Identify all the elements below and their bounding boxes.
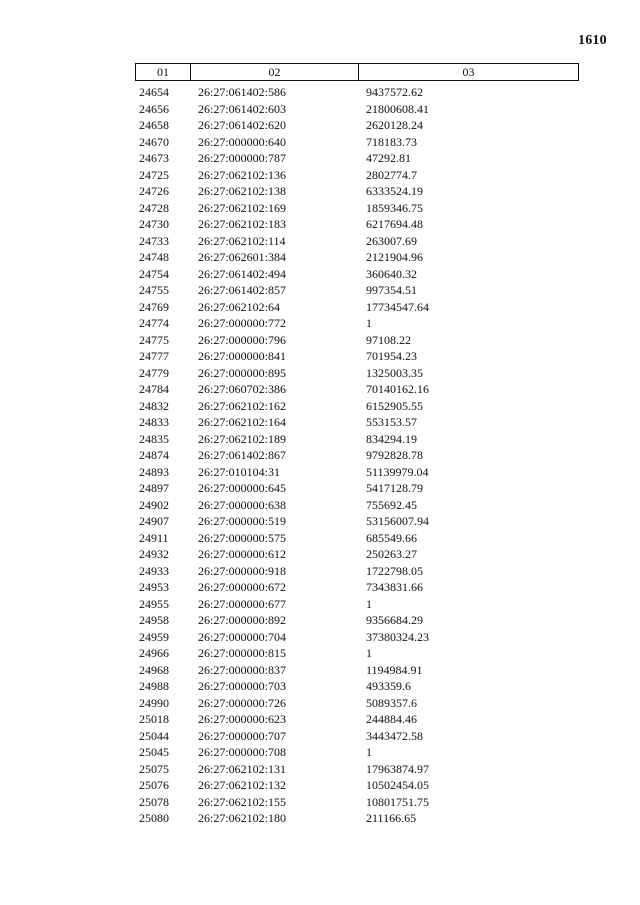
table-cell-02: 26:27:000000:895 [198, 365, 287, 380]
table-row [0, 249, 640, 266]
table-cell-03: 1 [366, 745, 372, 759]
table-cell-03: 211166.65 [366, 811, 417, 825]
table-cell-02: 26:27:061402:857 [198, 283, 287, 297]
table-cell-03: 2121904.96 [366, 250, 423, 264]
table-row [0, 414, 640, 431]
table-cell-03: 97108.22 [366, 332, 411, 347]
table-cell-02: 26:27:062102:131 [198, 761, 287, 776]
table-cell-01: 25044 [139, 728, 169, 743]
table-row [0, 200, 640, 217]
table-cell-03: 9792828.78 [366, 448, 423, 462]
table-cell-01: 24907 [139, 514, 169, 528]
table-cell-03: 37380324.23 [366, 629, 429, 644]
table-cell-02: 26:27:000000:638 [198, 497, 287, 512]
table-cell-03: 718183.73 [366, 134, 417, 149]
table-row [0, 101, 640, 118]
table-row [0, 744, 640, 761]
table-row [0, 810, 640, 827]
table-row [0, 546, 640, 563]
table-row [0, 662, 640, 679]
table-row [0, 596, 640, 613]
table-cell-01: 24874 [139, 448, 169, 462]
table-cell-02: 26:27:061402:603 [198, 101, 287, 116]
table-cell-02: 26:27:062102:169 [198, 200, 287, 215]
table-row [0, 332, 640, 349]
table-cell-01: 24959 [139, 629, 169, 644]
table-cell-02: 26:27:062102:132 [198, 778, 287, 792]
table-row [0, 645, 640, 662]
table-cell-03: 1 [366, 646, 372, 660]
table-cell-02: 26:27:000000:841 [198, 349, 287, 363]
table-cell-01: 24673 [139, 151, 169, 165]
table-cell-01: 24775 [139, 332, 169, 347]
table-cell-02: 26:27:000000:645 [198, 481, 287, 495]
table-cell-03: 6152905.55 [366, 398, 423, 413]
table-cell-02: 26:27:000000:704 [198, 629, 287, 644]
table-cell-02: 26:27:000000:672 [198, 580, 287, 594]
table-cell-02: 26:27:000000:708 [198, 745, 287, 759]
table-cell-03: 17734547.64 [366, 299, 429, 314]
table-cell-01: 24748 [139, 250, 169, 264]
table-cell-01: 24784 [139, 382, 169, 396]
table-cell-02: 26:27:062102:183 [198, 217, 287, 231]
table-cell-02: 26:27:000000:707 [198, 728, 287, 743]
table-cell-01: 24728 [139, 200, 169, 215]
table-cell-02: 26:27:000000:640 [198, 134, 287, 149]
table-row [0, 579, 640, 596]
table-row [0, 530, 640, 547]
table-cell-02: 26:27:062102:114 [198, 233, 286, 248]
table-cell-01: 24779 [139, 365, 169, 380]
table-cell-02: 26:27:062102:155 [198, 794, 287, 809]
table-row [0, 381, 640, 398]
table-row [0, 794, 640, 811]
table-cell-01: 24968 [139, 662, 169, 677]
table-cell-03: 834294.19 [366, 431, 417, 446]
table-cell-02: 26:27:062102:164 [198, 415, 287, 429]
table-cell-02: 26:27:000000:772 [198, 316, 287, 330]
table-row [0, 563, 640, 580]
table-cell-02: 26:27:060702:386 [198, 382, 287, 396]
table-cell-02: 26:27:000000:623 [198, 712, 287, 726]
table-row [0, 282, 640, 299]
table-cell-02: 26:27:000000:726 [198, 695, 287, 710]
table-cell-02: 26:27:000000:815 [198, 646, 287, 660]
table-row [0, 678, 640, 695]
table-cell-01: 25080 [139, 811, 169, 825]
table-cell-02: 26:27:000000:575 [198, 530, 287, 545]
table-cell-03: 10801751.75 [366, 794, 429, 809]
table-cell-01: 24911 [139, 530, 169, 545]
table-row [0, 497, 640, 514]
table-cell-03: 1 [366, 596, 372, 611]
table-row [0, 398, 640, 415]
table-cell-03: 685549.66 [366, 530, 417, 545]
page-number: 1610 [578, 33, 607, 48]
table-cell-01: 24953 [139, 580, 169, 594]
table-cell-01: 24755 [139, 283, 169, 297]
table-cell-01: 24656 [139, 101, 169, 116]
table-cell-03: 2802774.7 [366, 167, 417, 182]
table-cell-02: 26:27:062601:384 [198, 250, 287, 264]
table-row [0, 629, 640, 646]
table-cell-01: 25078 [139, 794, 169, 809]
table-cell-02: 26:27:000000:677 [198, 596, 287, 611]
table-cell-03: 1325003.35 [366, 365, 423, 380]
table-row [0, 777, 640, 794]
table-cell-03: 9356684.29 [366, 613, 423, 627]
table-cell-02: 26:27:010104:31 [198, 464, 281, 479]
column-header-01: 01 [136, 64, 191, 80]
table-cell-01: 24725 [139, 167, 169, 182]
table-cell-01: 24777 [139, 349, 169, 363]
table-cell-01: 24654 [139, 85, 169, 99]
table-cell-02: 26:27:062102:180 [198, 811, 287, 825]
table-row [0, 117, 640, 134]
table-cell-01: 24833 [139, 415, 169, 429]
table-cell-02: 26:27:000000:837 [198, 662, 287, 677]
table-cell-03: 2620128.24 [366, 118, 423, 132]
table-cell-01: 24933 [139, 563, 169, 578]
table-row [0, 431, 640, 448]
table-cell-02: 26:27:061402:586 [198, 85, 287, 99]
table-cell-03: 5417128.79 [366, 481, 423, 495]
table-row [0, 761, 640, 778]
table-row [0, 150, 640, 167]
table-cell-03: 9437572.62 [366, 85, 423, 99]
table-cell-01: 24832 [139, 398, 169, 413]
table-row [0, 711, 640, 728]
table-cell-01: 24726 [139, 184, 169, 198]
table-cell-01: 24835 [139, 431, 169, 446]
table-cell-01: 24966 [139, 646, 169, 660]
table-row [0, 464, 640, 481]
table-cell-03: 6333524.19 [366, 184, 423, 198]
table-cell-02: 26:27:061402:494 [198, 266, 287, 281]
table-cell-03: 1 [366, 316, 372, 330]
table-cell-01: 24988 [139, 679, 169, 693]
table-cell-03: 3443472.58 [366, 728, 423, 743]
table-cell-01: 24958 [139, 613, 169, 627]
table-cell-01: 24932 [139, 547, 169, 561]
table-cell-03: 997354.51 [366, 283, 417, 297]
table-cell-01: 24897 [139, 481, 169, 495]
table-cell-01: 24893 [139, 464, 169, 479]
table-cell-02: 26:27:062102:64 [198, 299, 281, 314]
table-cell-02: 26:27:062102:189 [198, 431, 287, 446]
table-cell-01: 24670 [139, 134, 169, 149]
table-cell-03: 17963874.97 [366, 761, 429, 776]
table-cell-01: 24754 [139, 266, 169, 281]
column-header-03: 03 [462, 65, 475, 79]
table-header [135, 63, 579, 81]
table-cell-03: 10502454.05 [366, 778, 429, 792]
table-cell-01: 24658 [139, 118, 169, 132]
table-cell-01: 25018 [139, 712, 169, 726]
table-cell-03: 7343831.66 [366, 580, 423, 594]
table-cell-02: 26:27:062102:136 [198, 167, 287, 182]
table-cell-01: 24733 [139, 233, 169, 248]
table-row [0, 84, 640, 101]
table-row [0, 513, 640, 530]
table-row [0, 299, 640, 316]
table-cell-03: 51139979.04 [366, 464, 429, 479]
table-cell-03: 1722798.05 [366, 563, 423, 578]
table-row [0, 365, 640, 382]
table-cell-03: 360640.32 [366, 266, 417, 281]
table-row [0, 348, 640, 365]
table-cell-02: 26:27:000000:796 [198, 332, 287, 347]
table-cell-02: 26:27:000000:787 [198, 151, 287, 165]
table-cell-02: 26:27:000000:703 [198, 679, 287, 693]
table-cell-03: 250263.27 [366, 547, 417, 561]
table-cell-02: 26:27:062102:138 [198, 184, 287, 198]
column-header-02: 02 [191, 64, 359, 80]
table-row [0, 266, 640, 283]
table-row [0, 167, 640, 184]
table-cell-01: 24990 [139, 695, 169, 710]
table-row [0, 134, 640, 151]
table-cell-03: 244884.46 [366, 712, 417, 726]
table-cell-01: 25075 [139, 761, 169, 776]
table-row [0, 216, 640, 233]
table-cell-03: 70140162.16 [366, 382, 429, 396]
table-cell-01: 24955 [139, 596, 169, 611]
table-cell-03: 553153.57 [366, 415, 417, 429]
table-cell-01: 25045 [139, 745, 169, 759]
table-row [0, 480, 640, 497]
table-cell-01: 24730 [139, 217, 169, 231]
table-cell-01: 24769 [139, 299, 169, 314]
table-cell-02: 26:27:000000:519 [198, 514, 287, 528]
table-cell-03: 493359.6 [366, 679, 411, 693]
table-cell-03: 1859346.75 [366, 200, 423, 215]
table-cell-03: 47292.81 [366, 151, 411, 165]
table-cell-03: 53156007.94 [366, 514, 429, 528]
table-cell-03: 5089357.6 [366, 695, 417, 710]
table-body [0, 84, 640, 827]
table-row [0, 183, 640, 200]
table-cell-02: 26:27:062102:162 [198, 398, 287, 413]
table-cell-03: 755692.45 [366, 497, 417, 512]
table-row [0, 728, 640, 745]
table-cell-02: 26:27:000000:918 [198, 563, 287, 578]
table-cell-03: 701954.23 [366, 349, 417, 363]
table-cell-03: 263007.69 [366, 233, 417, 248]
table-cell-03: 6217694.48 [366, 217, 423, 231]
table-row [0, 612, 640, 629]
table-cell-03: 1194984.91 [366, 662, 423, 677]
table-row [0, 233, 640, 250]
table-cell-03: 21800608.41 [366, 101, 429, 116]
table-cell-02: 26:27:061402:867 [198, 448, 287, 462]
table-cell-01: 24774 [139, 316, 169, 330]
table-cell-01: 25076 [139, 778, 169, 792]
table-cell-02: 26:27:000000:612 [198, 547, 287, 561]
table-cell-02: 26:27:000000:892 [198, 613, 287, 627]
table-cell-01: 24902 [139, 497, 169, 512]
table-row [0, 315, 640, 332]
table-row [0, 695, 640, 712]
table-cell-02: 26:27:061402:620 [198, 118, 287, 132]
table-row [0, 447, 640, 464]
